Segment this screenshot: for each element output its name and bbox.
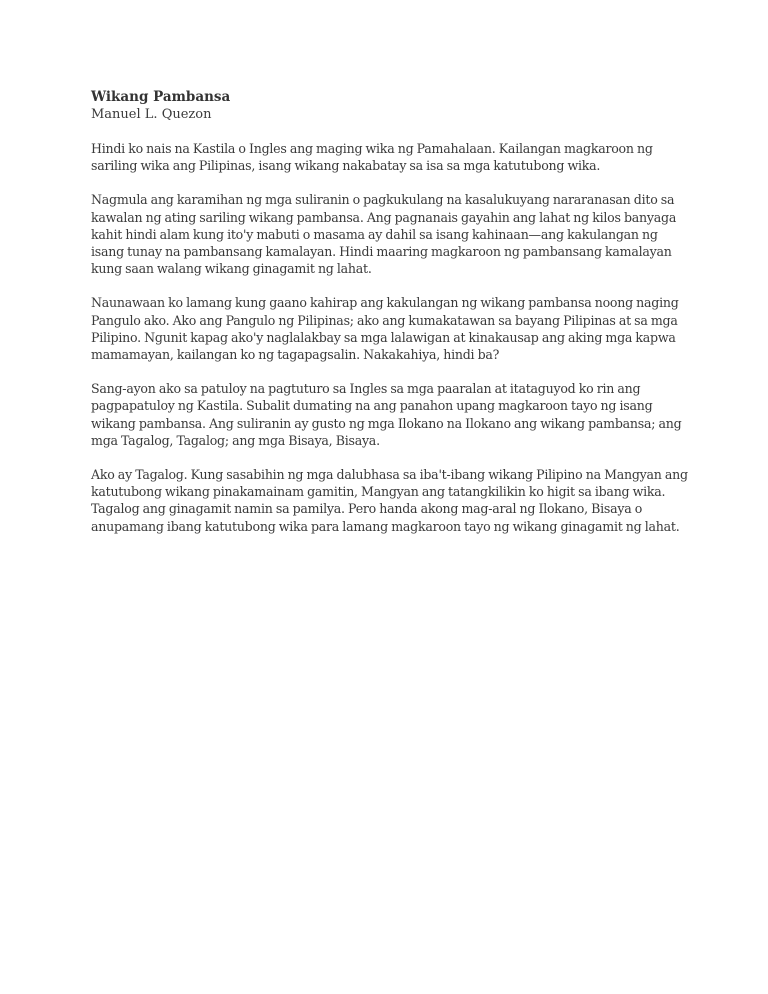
paragraph-4: Sang-ayon ako sa patuloy na pagtuturo sa Ingles sa mga paaralan at itataguyod ko rin ang pagpapatuloy ng Kastila. Subalit dumating na ang panahon upang magkaroon tayo ng isang wikang pambansa. Ang suliranin ay gusto ng mga Ilokano na Ilokano ang wikang pambansa; ang mga Tagalog, Tagalog; ang mga Bisaya, Bisaya.: [91, 381, 682, 448]
paragraph-2: Nagmula ang karamihan ng mga suliranin o pagkukulang na kasalukuyang nararanasan dito sa kawalan ng ating sariling wikang pambansa. Ang pagnanais gayahin ang lahat ng kilos banyaga kahit hindi alam kung ito'y mabuti o masama ay dahil sa isang kahinaan—ang kakulangan ng isang tunay na pambansang kamalayan. Hindi maaring magkaroon ng pambansang kamalayan kung saan walang wikang ginagamit ng lahat.: [91, 192, 677, 277]
paragraph-5: Ako ay Tagalog. Kung sasabihin ng mga dalubhasa sa iba't-ibang wikang Pilipino na Mangyan ang katutubong wikang pinakamainam gamitin, Mangyan ang tatangkilikin ko higit sa ibang wika. Tagalog ang ginagamit namin sa pamilya. Pero handa akong mag-aral ng Ilokano, Bisaya o anupamang ibang katutubong wika para lamang magkaroon tayo ng wikang ginagamit ng lahat.: [91, 467, 688, 534]
paragraph-1: Hindi ko nais na Kastila o Ingles ang maging wika ng Pamahalaan. Kailangan magkaroon ng sariling wika ang Pilipinas, isang wikang nakabatay sa isa sa mga katutubong wika.: [91, 141, 653, 174]
document-title: Wikang Pambansa: [91, 89, 231, 105]
document-page: [91, 89, 691, 535]
document-author: Manuel L. Quezon: [91, 107, 212, 122]
paragraph-3: Naunawaan ko lamang kung gaano kahirap ang kakulangan ng wikang pambansa noong naging Pangulo ako. Ako ang Pangulo ng Pilipinas; ako ang kumakatawan sa bayang Pilipinas at sa mga Pilipino. Ngunit kapag ako'y naglalakbay sa mga lalawigan at kinakausap ang aking mga kapwa mamamayan, kailangan ko ng tagapagsalin. Nakakahiya, hindi ba?: [91, 295, 679, 363]
